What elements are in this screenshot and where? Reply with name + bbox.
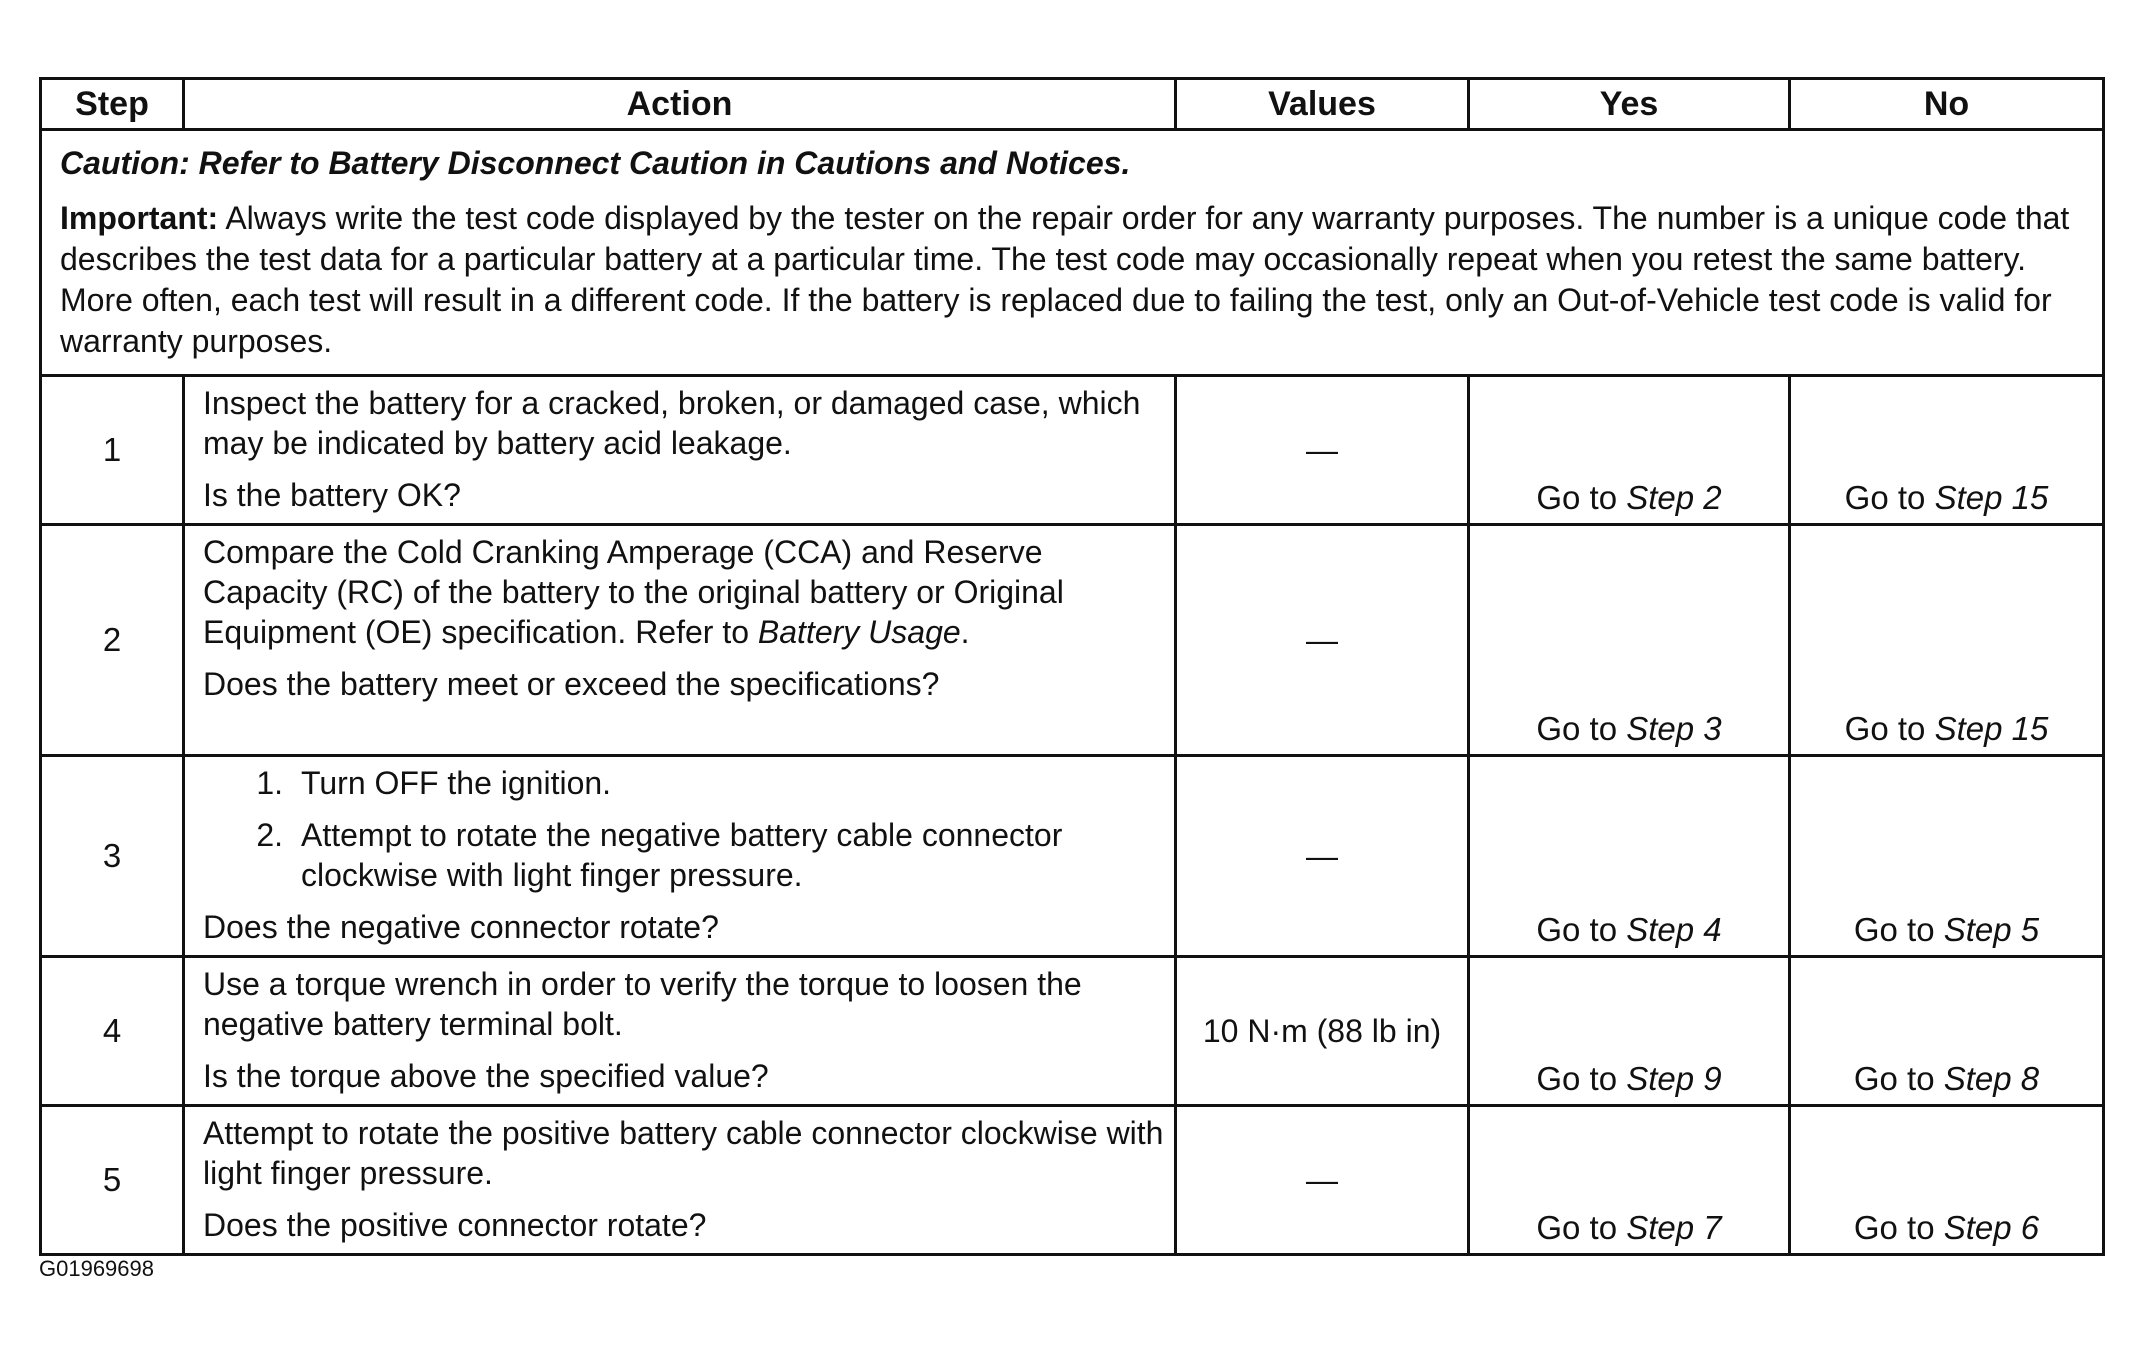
table-row	[41, 376, 2104, 525]
action-steps-list	[203, 763, 1164, 895]
yes-prefix: Go to	[1536, 1209, 1627, 1246]
header-action: Action	[184, 79, 1176, 130]
header-no: No	[1790, 79, 2104, 130]
action-text: Use a torque wrench in order to verify the torque to loosen the negative battery terminal bolt.	[203, 966, 1082, 1042]
action-question: Is the torque above the specified value?	[203, 1058, 769, 1094]
action-text-main: Compare the Cold Cranking Amperage (CCA) and Reserve Capacity (RC) of the battery to the original battery or Original Equipment (OE) specification. Refer to	[203, 534, 1064, 650]
no-cell	[1790, 756, 2104, 957]
notice-cell	[41, 130, 2104, 376]
yes-step-link[interactable]: Step 2	[1626, 479, 1722, 516]
no-step-link[interactable]: Step 6	[1943, 1209, 2040, 1246]
action-question: Does the positive connector rotate?	[203, 1207, 707, 1243]
important-label: Important:	[60, 200, 219, 236]
notice-row	[41, 130, 2104, 376]
diagnostic-table	[39, 77, 2105, 1256]
no-prefix: Go to	[1844, 710, 1935, 747]
action-question: Does the negative connector rotate?	[203, 909, 719, 945]
no-step-link[interactable]: Step 15	[1934, 479, 2049, 516]
list-item-number: 2.	[256, 817, 283, 853]
no-cell	[1790, 525, 2104, 756]
figure-id: G01969698	[39, 1256, 154, 1281]
table-row	[41, 525, 2104, 756]
yes-step-link[interactable]: Step 9	[1626, 1060, 1722, 1097]
list-item	[203, 763, 1164, 803]
table-row	[41, 957, 2104, 1106]
no-cell	[1790, 957, 2104, 1106]
action-text	[203, 532, 1164, 652]
no-cell	[1790, 376, 2104, 525]
no-prefix: Go to	[1844, 479, 1935, 516]
yes-cell	[1469, 756, 1790, 957]
header-yes: Yes	[1469, 79, 1790, 130]
no-prefix: Go to	[1853, 1209, 1944, 1246]
value-cell: —	[1176, 756, 1469, 957]
action-cell	[184, 756, 1176, 957]
important-text: Always write the test code displayed by the tester on the repair order for any warranty purposes. The number is a unique code that describes the test data for a particular battery at a particular time. The test code may occasionally repeat when you retest the same battery. More often, each test will result in a different code. If the battery is replaced due to failing the test, only an Out-of-Vehicle test code is valid for warranty purposes.	[60, 200, 2070, 359]
header-step: Step	[41, 79, 184, 130]
action-cell	[184, 376, 1176, 525]
value-cell: —	[1176, 525, 1469, 756]
value-cell: —	[1176, 1106, 1469, 1255]
step-number: 2	[41, 525, 184, 756]
no-cell	[1790, 1106, 2104, 1255]
list-item-text: Attempt to rotate the negative battery cable connector clockwise with light finger pressure.	[301, 817, 1063, 893]
table-row	[41, 1106, 2104, 1255]
step-number: 4	[41, 957, 184, 1106]
no-prefix: Go to	[1853, 911, 1944, 948]
important-note	[60, 198, 2084, 362]
yes-cell	[1469, 957, 1790, 1106]
list-item-text: Turn OFF the ignition.	[301, 765, 612, 801]
action-cell	[184, 1106, 1176, 1255]
yes-step-link[interactable]: Step 4	[1626, 911, 1722, 948]
list-item	[203, 815, 1164, 895]
no-step-link[interactable]: Step 5	[1943, 911, 2040, 948]
action-cell	[184, 957, 1176, 1106]
battery-usage-link[interactable]: Battery Usage	[757, 614, 961, 650]
yes-prefix: Go to	[1536, 479, 1627, 516]
yes-cell	[1469, 1106, 1790, 1255]
yes-prefix: Go to	[1536, 1060, 1627, 1097]
caution-text: Caution: Refer to Battery Disconnect Caution in Cautions and Notices.	[60, 145, 1131, 181]
action-question: Is the battery OK?	[203, 477, 461, 513]
value-cell: 10 N·m (88 lb in)	[1176, 957, 1469, 1106]
action-question: Does the battery meet or exceed the specifications?	[203, 666, 940, 702]
yes-prefix: Go to	[1536, 710, 1627, 747]
no-step-link[interactable]: Step 15	[1934, 710, 2049, 747]
table-header-row	[41, 79, 2104, 130]
no-prefix: Go to	[1853, 1060, 1944, 1097]
header-values: Values	[1176, 79, 1469, 130]
action-text: Attempt to rotate the positive battery cable connector clockwise with light finger pressure.	[203, 1115, 1164, 1191]
yes-cell	[1469, 376, 1790, 525]
no-step-link[interactable]: Step 8	[1943, 1060, 2040, 1097]
table-row	[41, 756, 2104, 957]
yes-prefix: Go to	[1536, 911, 1627, 948]
yes-step-link[interactable]: Step 3	[1626, 710, 1722, 747]
action-text: Inspect the battery for a cracked, broken, or damaged case, which may be indicated by battery acid leakage.	[203, 385, 1141, 461]
step-number: 5	[41, 1106, 184, 1255]
step-number: 3	[41, 756, 184, 957]
yes-cell	[1469, 525, 1790, 756]
action-cell	[184, 525, 1176, 756]
yes-step-link[interactable]: Step 7	[1626, 1209, 1722, 1246]
list-item-number: 1.	[256, 765, 283, 801]
value-cell: —	[1176, 376, 1469, 525]
action-text-end: .	[960, 614, 970, 650]
step-number: 1	[41, 376, 184, 525]
